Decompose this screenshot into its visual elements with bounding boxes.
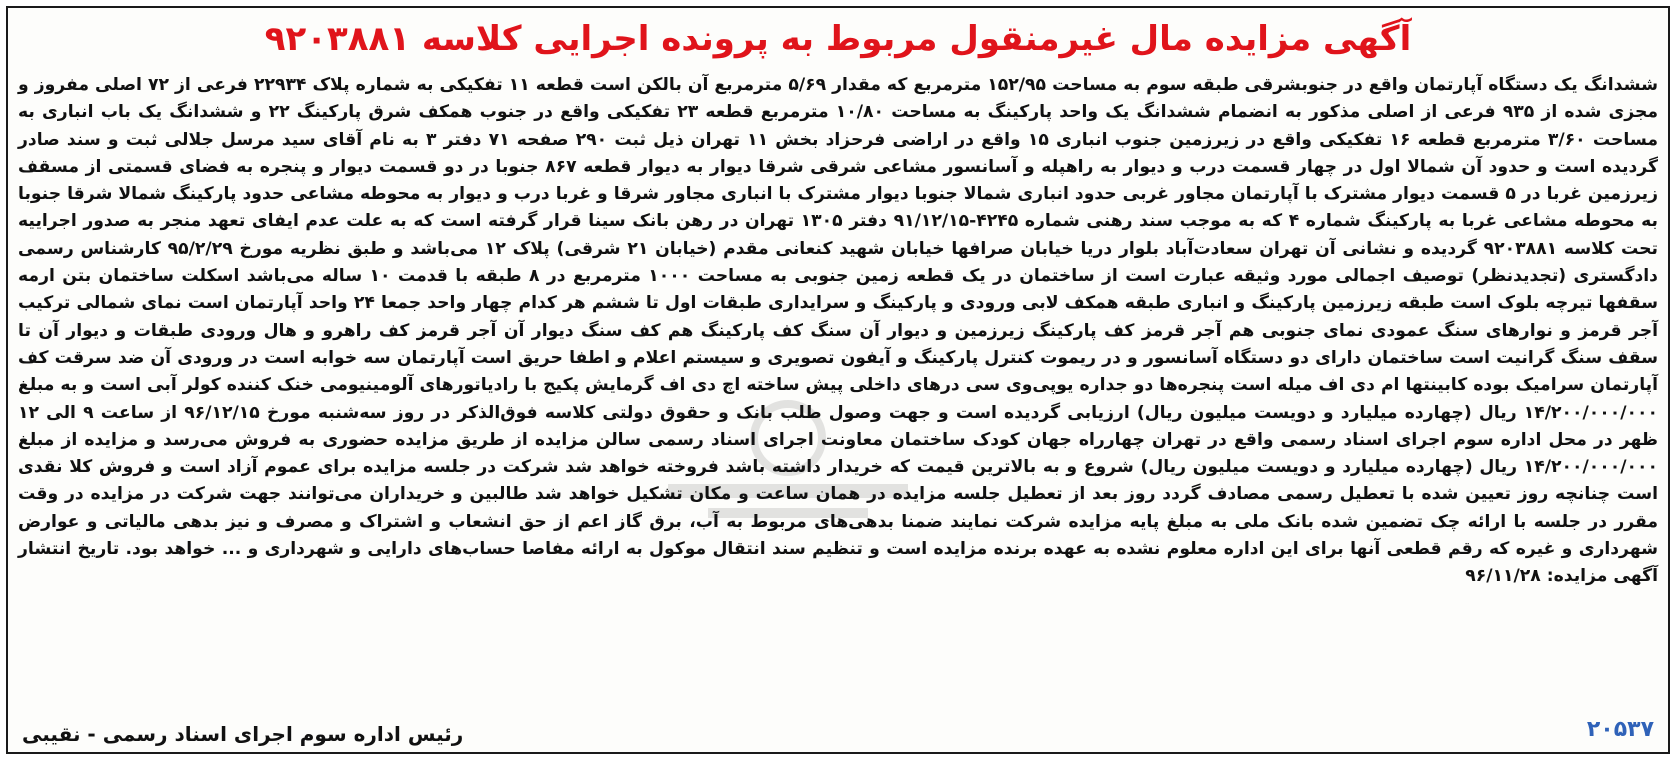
notice-frame	[6, 6, 1670, 754]
notice-footer	[22, 716, 1654, 748]
signature: رئیس اداره سوم اجرای اسناد رسمی - نقیبی	[22, 722, 464, 746]
ad-number: ۲۰۵۳۷	[1586, 717, 1654, 742]
notice-title: آگهی مزایده مال غیرمنقول مربوط به پرونده اجرایی کلاسه ۹۲۰۳۸۸۱	[264, 19, 1412, 59]
notice-body: ششدانگ یک دستگاه آپارتمان واقع در جنوبشرقی طبقه سوم به مساحت ۱۵۲/۹۵ مترمربع که مقدار ۵/۶۹ مترمربع آن بالکن است قطعه ۱۱ تفکیکی به شماره پلاک ۲۲۹۳۴ فرعی از ۷۲ اصلی مفروز و مجزی شده از ۹۳۵ فرعی از اصلی مذکور به انضمام ششدانگ یک واحد پارکینگ به مساحت ۱۰/۸۰ مترمربع قطعه ۲۳ تفکیکی واقع در جنوب همکف شرق پارکینگ ۲۲ و ششدانگ یک باب انباری به مساحت ۳/۶۰ مترمربع قطعه ۱۶ تفکیکی واقع در زیرزمین جنوب انباری ۱۵ واقع در اراضی فرحزاد بخش ۱۱ تهران ذیل ثبت ۲۹۰ صفحه ۷۱ دفتر ۳ به نام آقای سید مرسل جلالی ثبت و سند صادر گردیده است و حدود آن شمالا اول در چهار قسمت درب و دیوار به راهپله و آسانسور مشاعی شرقی شرقا دیوار به دیوار قطعه ۸۶۷ جنوبا در دو قسمت دیوار و پنجره به فضای قسمتی از مسقف زیرزمین غربا در ۵ قسمت دیوار مشترک با آپارتمان مجاور غربی حدود انباری شمالا جنوبا دیوار مشترک با انباری مجاور شرقا و غربا درب و دیوار به محوطه مشاعی حدود پارکینگ شمالا شرقا جنوبا به محوطه مشاعی غربا به پارکینگ شماره ۴ که به موجب سند رهنی شماره ۴۲۴۵-۹۱/۱۲/۱۵ دفتر ۱۳۰۵ تهران در رهن بانک سینا قرار گرفته است که به علت عدم ایفای تعهد منجر به صدور اجراییه تحت کلاسه ۹۲۰۳۸۸۱ گردیده و نشانی آن تهران سعادت‌آباد بلوار دریا خیابان صرافها خیابان شهید کنعانی مقدم (خیابان ۲۱ شرقی) پلاک ۱۲ می‌باشد و طبق نظریه مورخ ۹۵/۲/۲۹ کارشناس رسمی دادگستری (تجدیدنظر) توصیف اجمالی مورد وثیقه عبارت است از ساختمان در یک قطعه زمین جنوبی به مساحت ۱۰۰۰ مترمربع در ۸ طبقه با قدمت ۱۰ ساله می‌باشد اسکلت ساختمان بتن ارمه سقفها تیرچه بلوک است طبقه زیرزمین پارکینگ و انباری طبقه همکف لابی ورودی و پارکینگ و سرایداری طبقات اول تا ششم هر کدام چهار واحد جمعا ۲۴ واحد آپارتمان است نمای شمالی ترکیب آجر قرمز و نوارهای سنگ عمودی نمای جنوبی هم آجر قرمز کف پارکینگ زیرزمین و دیوار آن سنگ کف پارکینگ هم کف سنگ دیوار آن آجر قرمز کف راهرو و هال ورودی طبقات و دیوار آن تا سقف سنگ گرانیت است ساختمان دارای دو دستگاه آسانسور و در ریموت کنترل پارکینگ و آیفون تصویری و سیستم اعلام و اطفا حریق است آپارتمان سه خوابه است در ورودی آن ضد سرقت کف آپارتمان سرامیک بوده کابینتها ام دی اف میله است پنجره‌ها دو جداره یوپی‌وی سی درهای داخلی پیش ساخته اچ دی اف گرمایش پکیج با رادیاتورهای آلومینیومی خنک کننده کولر آبی است و به مبلغ ۱۴/۲۰۰/۰۰۰/۰۰۰ ریال (چهارده میلیارد و دویست میلیون ریال) ارزیابی گردیده است و جهت وصول طلب بانک و حقوق دولتی کلاسه فوق‌الذکر در روز سه‌شنبه مورخ ۹۶/۱۲/۱۵ از ساعت ۹ الی ۱۲ ظهر در محل اداره سوم اجرای اسناد رسمی واقع در تهران چهارراه جهان کودک ساختمان معاونت اجرای اسناد رسمی سالن مزایده از طریق مزایده حضوری به فروش می‌رسد و مزایده از مبلغ ۱۴/۲۰۰/۰۰۰/۰۰۰ ریال (چهارده میلیارد و دویست میلیون ریال) شروع و به بالاترین قیمت که خریدار داشته باشد فروخته خواهد شد شرکت در جلسه مزایده برای عموم آزاد است و فروش کلا نقدی است چنانچه روز تعیین شده با تعطیل رسمی مصادف گردد روز بعد از تعطیل جلسه مزایده در همان ساعت و مکان تشکیل خواهد شد طالبین و خریداران می‌توانند جهت شرکت در مزایده در وقت مقرر در جلسه با ارائه چک تضمین شده بانک ملی به مبلغ پایه مزایده شرکت نمایند ضمنا بدهی‌های مربوط به آب، برق گاز اعم از حق انشعاب و اشتراک و مصرف و نیز بدهی مالیاتی و عوارض شهرداری و غیره که رقم قطعی آنها برای این اداره معلوم نشده به عهده برنده مزایده است و تنظیم سند انتقال موکول به ارائه مفاصا حساب‌های دارایی و شهرداری و ... خواهد بود. تاریخ انتشار آگهی مزایده: ۹۶/۱۱/۲۸	[18, 75, 1659, 587]
